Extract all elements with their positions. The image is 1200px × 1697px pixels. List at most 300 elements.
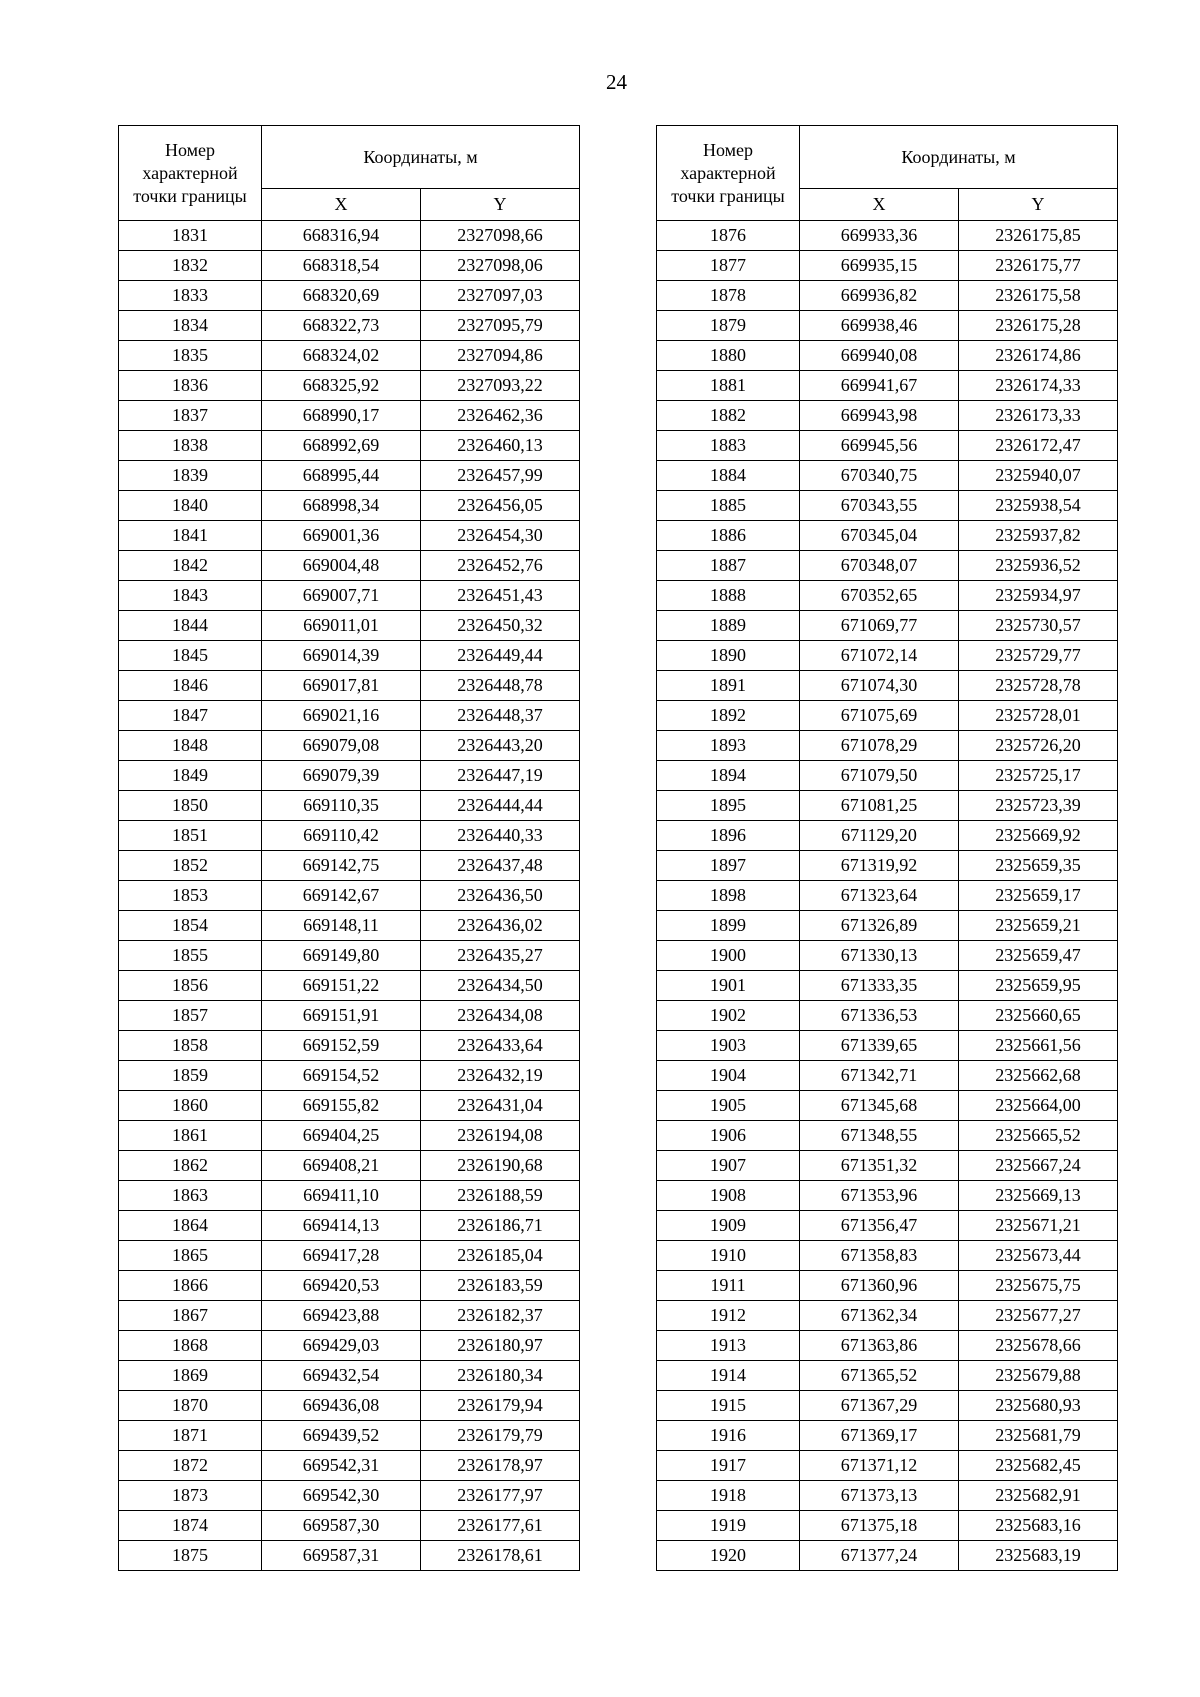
x-coordinate-cell: 669142,75 [262, 851, 421, 881]
y-coordinate-cell: 2327098,66 [421, 221, 580, 251]
point-number-cell: 1833 [119, 281, 262, 311]
point-number-cell: 1860 [119, 1091, 262, 1121]
y-coordinate-cell: 2326448,37 [421, 701, 580, 731]
x-coordinate-cell: 669154,52 [262, 1061, 421, 1091]
x-coordinate-cell: 670345,04 [800, 521, 959, 551]
point-number-cell: 1853 [119, 881, 262, 911]
point-number-cell: 1843 [119, 581, 262, 611]
y-coordinate-cell: 2326457,99 [421, 461, 580, 491]
x-coordinate-cell: 669021,16 [262, 701, 421, 731]
x-header: X [800, 189, 959, 221]
point-number-cell: 1884 [657, 461, 800, 491]
table-row [657, 521, 1118, 551]
y-coordinate-cell: 2327094,86 [421, 341, 580, 371]
y-coordinate-cell: 2326175,77 [959, 251, 1118, 281]
x-coordinate-cell: 671342,71 [800, 1061, 959, 1091]
table-row [119, 251, 580, 281]
point-number-cell: 1866 [119, 1271, 262, 1301]
x-coordinate-cell: 670340,75 [800, 461, 959, 491]
table-row [657, 1541, 1118, 1571]
x-coordinate-cell: 671363,86 [800, 1331, 959, 1361]
table-row [657, 1151, 1118, 1181]
point-number-cell: 1896 [657, 821, 800, 851]
y-coordinate-cell: 2326431,04 [421, 1091, 580, 1121]
table-row [657, 311, 1118, 341]
y-coordinate-cell: 2325679,88 [959, 1361, 1118, 1391]
table-row [119, 1481, 580, 1511]
point-number-cell: 1906 [657, 1121, 800, 1151]
table-row [119, 641, 580, 671]
point-number-cell: 1885 [657, 491, 800, 521]
table-row [657, 491, 1118, 521]
point-number-cell: 1856 [119, 971, 262, 1001]
point-number-cell: 1867 [119, 1301, 262, 1331]
y-coordinate-cell: 2325669,13 [959, 1181, 1118, 1211]
y-coordinate-cell: 2326456,05 [421, 491, 580, 521]
table-row [119, 431, 580, 461]
x-coordinate-cell: 669017,81 [262, 671, 421, 701]
table-row [657, 281, 1118, 311]
point-number-cell: 1868 [119, 1331, 262, 1361]
x-coordinate-cell: 671336,53 [800, 1001, 959, 1031]
y-coordinate-cell: 2326173,33 [959, 401, 1118, 431]
y-coordinate-cell: 2326174,33 [959, 371, 1118, 401]
point-number-cell: 1847 [119, 701, 262, 731]
x-coordinate-cell: 669587,31 [262, 1541, 421, 1571]
table-row [119, 311, 580, 341]
table-row [119, 1241, 580, 1271]
y-coordinate-cell: 2326179,94 [421, 1391, 580, 1421]
x-coordinate-cell: 671333,35 [800, 971, 959, 1001]
table-row [119, 341, 580, 371]
x-coordinate-cell: 670348,07 [800, 551, 959, 581]
table-row [119, 491, 580, 521]
y-coordinate-cell: 2326178,61 [421, 1541, 580, 1571]
x-coordinate-cell: 668316,94 [262, 221, 421, 251]
x-coordinate-cell: 671072,14 [800, 641, 959, 671]
point-number-cell: 1835 [119, 341, 262, 371]
x-coordinate-cell: 668320,69 [262, 281, 421, 311]
point-number-cell: 1910 [657, 1241, 800, 1271]
y-coordinate-cell: 2325659,17 [959, 881, 1118, 911]
point-number-cell: 1875 [119, 1541, 262, 1571]
table-row [657, 1121, 1118, 1151]
y-coordinate-cell: 2326462,36 [421, 401, 580, 431]
point-number-cell: 1839 [119, 461, 262, 491]
table-row [119, 551, 580, 581]
coordinates-table-body [119, 221, 580, 1571]
y-coordinate-cell: 2326436,02 [421, 911, 580, 941]
x-coordinate-cell: 671377,24 [800, 1541, 959, 1571]
x-coordinate-cell: 671319,92 [800, 851, 959, 881]
table-row [119, 731, 580, 761]
point-number-cell: 1871 [119, 1421, 262, 1451]
table-row [657, 1331, 1118, 1361]
table-row [657, 1301, 1118, 1331]
table-row [119, 281, 580, 311]
table-row [657, 251, 1118, 281]
y-coordinate-cell: 2326450,32 [421, 611, 580, 641]
point-number-cell: 1877 [657, 251, 800, 281]
table-row [657, 971, 1118, 1001]
x-coordinate-cell: 668998,34 [262, 491, 421, 521]
y-coordinate-cell: 2326183,59 [421, 1271, 580, 1301]
point-number-cell: 1831 [119, 221, 262, 251]
point-number-cell: 1919 [657, 1511, 800, 1541]
x-coordinate-cell: 669011,01 [262, 611, 421, 641]
coordinates-table-right [656, 125, 1118, 1571]
x-coordinate-cell: 671369,17 [800, 1421, 959, 1451]
x-coordinate-cell: 669420,53 [262, 1271, 421, 1301]
x-coordinate-cell: 669436,08 [262, 1391, 421, 1421]
point-number-cell: 1902 [657, 1001, 800, 1031]
x-coordinate-cell: 669152,59 [262, 1031, 421, 1061]
table-row [119, 1181, 580, 1211]
point-number-cell: 1880 [657, 341, 800, 371]
table-row [119, 911, 580, 941]
y-coordinate-cell: 2325671,21 [959, 1211, 1118, 1241]
x-coordinate-cell: 668990,17 [262, 401, 421, 431]
y-coordinate-cell: 2325675,75 [959, 1271, 1118, 1301]
y-coordinate-cell: 2325659,47 [959, 941, 1118, 971]
point-number-cell: 1874 [119, 1511, 262, 1541]
x-coordinate-cell: 669945,56 [800, 431, 959, 461]
point-number-cell: 1909 [657, 1211, 800, 1241]
y-coordinate-cell: 2327095,79 [421, 311, 580, 341]
y-header: Y [421, 189, 580, 221]
point-number-cell: 1865 [119, 1241, 262, 1271]
x-header: X [262, 189, 421, 221]
y-coordinate-cell: 2326185,04 [421, 1241, 580, 1271]
x-coordinate-cell: 671079,50 [800, 761, 959, 791]
table-row [657, 1421, 1118, 1451]
y-coordinate-cell: 2325937,82 [959, 521, 1118, 551]
table-row [657, 431, 1118, 461]
x-coordinate-cell: 669429,03 [262, 1331, 421, 1361]
y-coordinate-cell: 2325678,66 [959, 1331, 1118, 1361]
y-coordinate-cell: 2326432,19 [421, 1061, 580, 1091]
y-coordinate-cell: 2325683,16 [959, 1511, 1118, 1541]
x-coordinate-cell: 669148,11 [262, 911, 421, 941]
table-row [119, 611, 580, 641]
x-coordinate-cell: 671323,64 [800, 881, 959, 911]
y-coordinate-cell: 2325728,78 [959, 671, 1118, 701]
point-number-header: Номер характерной точки границы [657, 126, 800, 221]
table-row [657, 761, 1118, 791]
y-coordinate-cell: 2326179,79 [421, 1421, 580, 1451]
point-number-cell: 1908 [657, 1181, 800, 1211]
table-row [657, 671, 1118, 701]
point-number-cell: 1890 [657, 641, 800, 671]
point-number-cell: 1858 [119, 1031, 262, 1061]
table-row [657, 1511, 1118, 1541]
y-coordinate-cell: 2326194,08 [421, 1121, 580, 1151]
table-row [657, 851, 1118, 881]
table-row [119, 581, 580, 611]
y-coordinate-cell: 2327097,03 [421, 281, 580, 311]
y-coordinate-cell: 2326434,50 [421, 971, 580, 1001]
point-number-cell: 1861 [119, 1121, 262, 1151]
point-number-cell: 1898 [657, 881, 800, 911]
table-row [119, 1331, 580, 1361]
table-row [119, 851, 580, 881]
point-number-cell: 1848 [119, 731, 262, 761]
point-number-cell: 1907 [657, 1151, 800, 1181]
point-number-cell: 1891 [657, 671, 800, 701]
y-coordinate-cell: 2326190,68 [421, 1151, 580, 1181]
y-coordinate-cell: 2326182,37 [421, 1301, 580, 1331]
point-number-cell: 1846 [119, 671, 262, 701]
point-number-cell: 1882 [657, 401, 800, 431]
y-coordinate-cell: 2325725,17 [959, 761, 1118, 791]
table-row [119, 1301, 580, 1331]
table-row [119, 1541, 580, 1571]
y-coordinate-cell: 2325726,20 [959, 731, 1118, 761]
x-coordinate-cell: 669079,08 [262, 731, 421, 761]
x-coordinate-cell: 671339,65 [800, 1031, 959, 1061]
x-coordinate-cell: 671360,96 [800, 1271, 959, 1301]
page-number: 24 [606, 70, 627, 94]
y-coordinate-cell: 2326443,20 [421, 731, 580, 761]
y-coordinate-cell: 2326437,48 [421, 851, 580, 881]
coordinates-table-left [118, 125, 580, 1571]
x-coordinate-cell: 669439,52 [262, 1421, 421, 1451]
table-row [657, 1031, 1118, 1061]
table-row [119, 791, 580, 821]
point-number-cell: 1881 [657, 371, 800, 401]
point-number-cell: 1844 [119, 611, 262, 641]
point-number-cell: 1889 [657, 611, 800, 641]
point-number-cell: 1893 [657, 731, 800, 761]
table-row [119, 671, 580, 701]
table-row [119, 1511, 580, 1541]
table-row [119, 1361, 580, 1391]
point-number-cell: 1899 [657, 911, 800, 941]
point-number-cell: 1857 [119, 1001, 262, 1031]
x-coordinate-cell: 668992,69 [262, 431, 421, 461]
y-header: Y [959, 189, 1118, 221]
x-coordinate-cell: 669938,46 [800, 311, 959, 341]
y-coordinate-cell: 2325681,79 [959, 1421, 1118, 1451]
point-number-cell: 1849 [119, 761, 262, 791]
y-coordinate-cell: 2326188,59 [421, 1181, 580, 1211]
point-number-cell: 1876 [657, 221, 800, 251]
x-coordinate-cell: 668325,92 [262, 371, 421, 401]
table-row [657, 881, 1118, 911]
y-coordinate-cell: 2325934,97 [959, 581, 1118, 611]
table-row [119, 521, 580, 551]
x-coordinate-cell: 669149,80 [262, 941, 421, 971]
y-coordinate-cell: 2326180,34 [421, 1361, 580, 1391]
x-coordinate-cell: 671074,30 [800, 671, 959, 701]
y-coordinate-cell: 2326435,27 [421, 941, 580, 971]
table-row [119, 221, 580, 251]
point-number-cell: 1842 [119, 551, 262, 581]
point-number-cell: 1903 [657, 1031, 800, 1061]
point-number-cell: 1840 [119, 491, 262, 521]
point-number-cell: 1832 [119, 251, 262, 281]
y-coordinate-cell: 2326440,33 [421, 821, 580, 851]
point-number-cell: 1897 [657, 851, 800, 881]
y-coordinate-cell: 2325660,65 [959, 1001, 1118, 1031]
table-row [119, 1001, 580, 1031]
table-row [657, 731, 1118, 761]
x-coordinate-cell: 669940,08 [800, 341, 959, 371]
y-coordinate-cell: 2325936,52 [959, 551, 1118, 581]
x-coordinate-cell: 669142,67 [262, 881, 421, 911]
y-coordinate-cell: 2325940,07 [959, 461, 1118, 491]
table-row [119, 401, 580, 431]
table-row [657, 1061, 1118, 1091]
coordinates-header: Координаты, м [262, 126, 580, 189]
table-row [657, 401, 1118, 431]
point-number-cell: 1872 [119, 1451, 262, 1481]
x-coordinate-cell: 669404,25 [262, 1121, 421, 1151]
point-number-cell: 1873 [119, 1481, 262, 1511]
x-coordinate-cell: 669935,15 [800, 251, 959, 281]
x-coordinate-cell: 669933,36 [800, 221, 959, 251]
x-coordinate-cell: 671078,29 [800, 731, 959, 761]
x-coordinate-cell: 669007,71 [262, 581, 421, 611]
point-number-cell: 1901 [657, 971, 800, 1001]
table-row [657, 821, 1118, 851]
point-number-cell: 1838 [119, 431, 262, 461]
table-row [657, 1271, 1118, 1301]
x-coordinate-cell: 669542,31 [262, 1451, 421, 1481]
point-number-cell: 1841 [119, 521, 262, 551]
point-number-cell: 1895 [657, 791, 800, 821]
x-coordinate-cell: 669004,48 [262, 551, 421, 581]
point-number-cell: 1894 [657, 761, 800, 791]
y-coordinate-cell: 2326186,71 [421, 1211, 580, 1241]
x-coordinate-cell: 671371,12 [800, 1451, 959, 1481]
table-row [119, 701, 580, 731]
y-coordinate-cell: 2325728,01 [959, 701, 1118, 731]
point-number-cell: 1869 [119, 1361, 262, 1391]
table-row [657, 341, 1118, 371]
x-coordinate-cell: 669079,39 [262, 761, 421, 791]
point-number-cell: 1917 [657, 1451, 800, 1481]
y-coordinate-cell: 2326175,85 [959, 221, 1118, 251]
y-coordinate-cell: 2326175,58 [959, 281, 1118, 311]
table-row [119, 881, 580, 911]
x-coordinate-cell: 671373,13 [800, 1481, 959, 1511]
x-coordinate-cell: 671348,55 [800, 1121, 959, 1151]
x-coordinate-cell: 670352,65 [800, 581, 959, 611]
y-coordinate-cell: 2325665,52 [959, 1121, 1118, 1151]
table-row [119, 821, 580, 851]
point-number-cell: 1918 [657, 1481, 800, 1511]
y-coordinate-cell: 2326178,97 [421, 1451, 580, 1481]
y-coordinate-cell: 2325667,24 [959, 1151, 1118, 1181]
y-coordinate-cell: 2325730,57 [959, 611, 1118, 641]
point-number-cell: 1900 [657, 941, 800, 971]
y-coordinate-cell: 2325683,19 [959, 1541, 1118, 1571]
x-coordinate-cell: 671356,47 [800, 1211, 959, 1241]
point-number-cell: 1915 [657, 1391, 800, 1421]
table-row [119, 1391, 580, 1421]
table-row [119, 761, 580, 791]
y-coordinate-cell: 2326449,44 [421, 641, 580, 671]
table-row [657, 551, 1118, 581]
x-coordinate-cell: 671330,13 [800, 941, 959, 971]
y-coordinate-cell: 2326433,64 [421, 1031, 580, 1061]
y-coordinate-cell: 2326172,47 [959, 431, 1118, 461]
x-coordinate-cell: 671345,68 [800, 1091, 959, 1121]
point-number-cell: 1854 [119, 911, 262, 941]
table-row [119, 1151, 580, 1181]
y-coordinate-cell: 2326448,78 [421, 671, 580, 701]
x-coordinate-cell: 669423,88 [262, 1301, 421, 1331]
y-coordinate-cell: 2326460,13 [421, 431, 580, 461]
x-coordinate-cell: 671353,96 [800, 1181, 959, 1211]
x-coordinate-cell: 671362,34 [800, 1301, 959, 1331]
x-coordinate-cell: 669417,28 [262, 1241, 421, 1271]
table-row [657, 371, 1118, 401]
point-number-cell: 1892 [657, 701, 800, 731]
table-row [657, 1091, 1118, 1121]
table-row [657, 461, 1118, 491]
y-coordinate-cell: 2327098,06 [421, 251, 580, 281]
x-coordinate-cell: 668322,73 [262, 311, 421, 341]
x-coordinate-cell: 670343,55 [800, 491, 959, 521]
y-coordinate-cell: 2326452,76 [421, 551, 580, 581]
table-row [657, 1451, 1118, 1481]
x-coordinate-cell: 671075,69 [800, 701, 959, 731]
y-coordinate-cell: 2326454,30 [421, 521, 580, 551]
x-coordinate-cell: 669014,39 [262, 641, 421, 671]
point-number-cell: 1888 [657, 581, 800, 611]
table-row [657, 1001, 1118, 1031]
point-number-cell: 1920 [657, 1541, 800, 1571]
table-row [119, 941, 580, 971]
x-coordinate-cell: 668324,02 [262, 341, 421, 371]
y-coordinate-cell: 2326451,43 [421, 581, 580, 611]
y-coordinate-cell: 2326174,86 [959, 341, 1118, 371]
y-coordinate-cell: 2326436,50 [421, 881, 580, 911]
y-coordinate-cell: 2325669,92 [959, 821, 1118, 851]
table-row [657, 701, 1118, 731]
table-row [119, 1451, 580, 1481]
x-coordinate-cell: 671375,18 [800, 1511, 959, 1541]
x-coordinate-cell: 669155,82 [262, 1091, 421, 1121]
table-row [657, 791, 1118, 821]
point-number-cell: 1879 [657, 311, 800, 341]
table-row [657, 1211, 1118, 1241]
table-row [119, 1061, 580, 1091]
x-coordinate-cell: 669408,21 [262, 1151, 421, 1181]
point-number-cell: 1905 [657, 1091, 800, 1121]
x-coordinate-cell: 671365,52 [800, 1361, 959, 1391]
x-coordinate-cell: 671367,29 [800, 1391, 959, 1421]
y-coordinate-cell: 2325664,00 [959, 1091, 1118, 1121]
point-number-cell: 1855 [119, 941, 262, 971]
point-number-cell: 1914 [657, 1361, 800, 1391]
y-coordinate-cell: 2326177,61 [421, 1511, 580, 1541]
y-coordinate-cell: 2325938,54 [959, 491, 1118, 521]
table-row [119, 1211, 580, 1241]
table-row [657, 611, 1118, 641]
x-coordinate-cell: 671129,20 [800, 821, 959, 851]
table-row [657, 641, 1118, 671]
x-coordinate-cell: 669943,98 [800, 401, 959, 431]
y-coordinate-cell: 2325659,35 [959, 851, 1118, 881]
x-coordinate-cell: 669110,42 [262, 821, 421, 851]
table-row [657, 1391, 1118, 1421]
point-number-cell: 1862 [119, 1151, 262, 1181]
y-coordinate-cell: 2326444,44 [421, 791, 580, 821]
coordinates-header: Координаты, м [800, 126, 1118, 189]
